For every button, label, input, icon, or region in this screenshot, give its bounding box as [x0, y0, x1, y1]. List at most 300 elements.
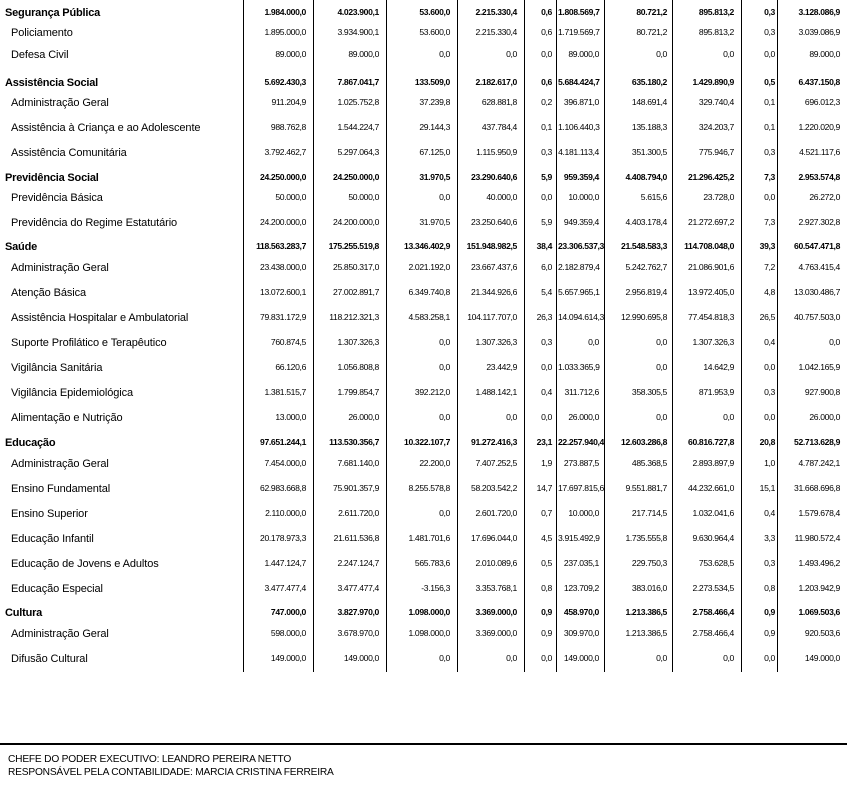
value-cell: 1.895.000,0 [264, 27, 306, 37]
value-cell: 895.813,2 [698, 7, 734, 17]
value-cell: 0,5 [764, 77, 775, 87]
value-cell: 0,0 [541, 653, 552, 663]
row-label: Educação Infantil [11, 533, 94, 545]
value-cell: 24.250.000,0 [333, 172, 379, 182]
value-cell: 871.953,9 [698, 387, 734, 397]
value-cell: 0,0 [541, 49, 552, 59]
value-cell: 3.792.462,7 [264, 147, 306, 157]
value-cell: 21.344.926,6 [471, 287, 517, 297]
value-cell: 31.970,5 [419, 217, 450, 227]
value-cell: 5.692.430,3 [264, 77, 306, 87]
row-label: Educação [5, 437, 56, 449]
value-cell: 1.735.555,8 [625, 533, 667, 543]
value-cell: 123.709,2 [563, 583, 599, 593]
value-cell: 26.000,0 [348, 412, 379, 422]
value-cell: 0,6 [541, 77, 552, 87]
value-cell: 3.827.970,0 [337, 607, 379, 617]
value-cell: 52.713.628,9 [794, 437, 840, 447]
value-cell: 3.915.492,9 [558, 533, 600, 543]
value-cell: 0,0 [439, 337, 450, 347]
value-cell: 7,3 [764, 217, 775, 227]
value-cell: 104.117.707,0 [467, 312, 517, 322]
value-cell: 31.970,5 [419, 172, 450, 182]
value-cell: 20.178.973,3 [260, 533, 306, 543]
value-cell: 0,1 [541, 122, 552, 132]
value-cell: 113.530.356,7 [329, 437, 379, 447]
value-cell: 6.437.150,8 [798, 77, 840, 87]
value-cell: 89.000,0 [809, 49, 840, 59]
value-cell: 0,0 [656, 337, 667, 347]
value-cell: 40.757.503,0 [794, 312, 840, 322]
value-cell: 0,3 [764, 27, 775, 37]
value-cell: 13.972.405,0 [688, 287, 734, 297]
value-cell: 1.488.142,1 [475, 387, 517, 397]
value-cell: 0,0 [506, 49, 517, 59]
value-cell: 10.000,0 [568, 192, 599, 202]
value-cell: 1.808.569,7 [558, 7, 600, 17]
value-cell: 75.901.357,9 [333, 483, 379, 493]
value-cell: 13.030.486,7 [794, 287, 840, 297]
value-cell: 58.203.542,2 [471, 483, 517, 493]
value-cell: 309.970,0 [563, 628, 599, 638]
value-cell: 396.871,0 [563, 97, 599, 107]
value-cell: 0,3 [764, 558, 775, 568]
column-separator [604, 0, 605, 672]
value-cell: 67.125,0 [419, 147, 450, 157]
executive-signature-line: CHEFE DO PODER EXECUTIVO: LEANDRO PEREIRA NETTO [8, 754, 292, 765]
value-cell: 3.678.970,0 [337, 628, 379, 638]
value-cell: 24.200.000,0 [333, 217, 379, 227]
value-cell: 6,0 [541, 262, 552, 272]
value-cell: 3.477.477,4 [264, 583, 306, 593]
value-cell: 40.000,0 [486, 192, 517, 202]
value-cell: 4,8 [764, 287, 775, 297]
value-cell: 24.200.000,0 [260, 217, 306, 227]
value-cell: 17.697.815,6 [558, 483, 604, 493]
value-cell: 26.272,0 [809, 192, 840, 202]
value-cell: 27.002.891,7 [333, 287, 379, 297]
value-cell: -3.156,3 [421, 583, 450, 593]
value-cell: 149.000,0 [563, 653, 599, 663]
value-cell: 911.204,9 [271, 97, 306, 107]
value-cell: 0,0 [764, 653, 775, 663]
value-cell: 80.721,2 [636, 27, 667, 37]
value-cell: 0,0 [656, 653, 667, 663]
value-cell: 13.346.402,9 [404, 241, 450, 251]
value-cell: 1.220.020,9 [798, 122, 840, 132]
column-separator [741, 0, 742, 672]
value-cell: 0,6 [541, 27, 552, 37]
row-label: Assistência à Criança e ao Adolescente [11, 122, 201, 134]
value-cell: 351.300,5 [631, 147, 667, 157]
row-label: Previdência Básica [11, 192, 103, 204]
value-cell: 895.813,2 [698, 27, 734, 37]
value-cell: 149.000,0 [343, 653, 379, 663]
value-cell: 0,1 [764, 97, 775, 107]
value-cell: 1.025.752,8 [337, 97, 379, 107]
value-cell: 12.603.286,8 [621, 437, 667, 447]
value-cell: 927.900,8 [804, 387, 840, 397]
row-label: Atenção Básica [11, 287, 87, 299]
value-cell: 1.069.503,6 [798, 607, 840, 617]
value-cell: 23.728,0 [703, 192, 734, 202]
row-label: Administração Geral [11, 262, 109, 274]
value-cell: 598.000,0 [270, 628, 306, 638]
value-cell: 324.203,7 [698, 122, 734, 132]
value-cell: 311.712,6 [564, 387, 599, 397]
value-cell: 628.881,8 [481, 97, 517, 107]
value-cell: 1.213.386,5 [625, 628, 667, 638]
value-cell: 329.740,4 [698, 97, 734, 107]
column-separator [457, 0, 458, 672]
value-cell: 10.322.107,7 [404, 437, 450, 447]
value-cell: 753.628,5 [698, 558, 734, 568]
value-cell: 949.359,4 [563, 217, 599, 227]
value-cell: 2.956.819,4 [625, 287, 667, 297]
value-cell: 3.369.000,0 [475, 607, 517, 617]
value-cell: 2.247.124,7 [337, 558, 379, 568]
value-cell: 0,0 [588, 337, 599, 347]
value-cell: 12.990.695,8 [621, 312, 667, 322]
value-cell: 13.000,0 [275, 412, 306, 422]
value-cell: 66.120,6 [275, 362, 306, 372]
value-cell: 0,0 [506, 412, 517, 422]
value-cell: 22.200,0 [419, 458, 450, 468]
value-cell: 2.953.574,8 [798, 172, 840, 182]
value-cell: 17.696.044,0 [471, 533, 517, 543]
row-label: Previdência Social [5, 172, 99, 184]
value-cell: 1.307.326,3 [475, 337, 517, 347]
row-label: Ensino Fundamental [11, 483, 111, 495]
value-cell: 79.831.172,9 [260, 312, 306, 322]
value-cell: 24.250.000,0 [260, 172, 306, 182]
value-cell: 21.611.536,8 [333, 533, 379, 543]
value-cell: 4.408.794,0 [625, 172, 667, 182]
value-cell: 1.203.942,9 [798, 583, 840, 593]
value-cell: 39,3 [759, 241, 775, 251]
value-cell: 2.893.897,9 [692, 458, 734, 468]
row-label: Policiamento [11, 27, 73, 39]
value-cell: 7.454.000,0 [264, 458, 306, 468]
value-cell: 0,3 [541, 147, 552, 157]
value-cell: 0,3 [764, 7, 775, 17]
value-cell: 3.934.900,1 [337, 27, 379, 37]
value-cell: 1,0 [764, 458, 775, 468]
value-cell: 217.714,5 [631, 508, 667, 518]
column-separator [243, 0, 244, 672]
value-cell: 1.098.000,0 [408, 607, 450, 617]
column-separator [524, 0, 525, 672]
value-cell: 0,0 [439, 49, 450, 59]
value-cell: 14,7 [536, 483, 552, 493]
value-cell: 14.642,9 [703, 362, 734, 372]
value-cell: 2.010.089,6 [475, 558, 517, 568]
value-cell: 229.750,3 [631, 558, 667, 568]
value-cell: 148.691,4 [631, 97, 667, 107]
value-cell: 1.579.678,4 [798, 508, 840, 518]
value-cell: 0,9 [541, 628, 552, 638]
value-cell: 11.980.572,4 [794, 533, 840, 543]
value-cell: 0,9 [541, 607, 552, 617]
value-cell: 392.212,0 [414, 387, 450, 397]
value-cell: 4.403.178,4 [625, 217, 667, 227]
value-cell: 31.668.696,8 [794, 483, 840, 493]
row-label: Ensino Superior [11, 508, 88, 520]
value-cell: 53.600,0 [419, 7, 450, 17]
value-cell: 0,0 [439, 412, 450, 422]
value-cell: 7.681.140,0 [337, 458, 379, 468]
value-cell: 2.182.879,4 [558, 262, 600, 272]
row-label: Cultura [5, 607, 43, 619]
value-cell: 0,0 [506, 653, 517, 663]
row-label: Vigilância Sanitária [11, 362, 103, 374]
value-cell: 2.273.534,5 [692, 583, 734, 593]
value-cell: 10.000,0 [568, 508, 599, 518]
column-separator [386, 0, 387, 672]
value-cell: 4.787.242,1 [798, 458, 840, 468]
column-separator [556, 0, 557, 672]
value-cell: 118.212.321,3 [329, 312, 379, 322]
value-cell: 696.012,3 [804, 97, 840, 107]
value-cell: 23,1 [536, 437, 552, 447]
row-label: Administração Geral [11, 458, 109, 470]
value-cell: 3.369.000,0 [475, 628, 517, 638]
value-cell: 0,0 [723, 49, 734, 59]
column-separator [777, 0, 778, 672]
value-cell: 0,5 [541, 558, 552, 568]
value-cell: 273.887,5 [563, 458, 599, 468]
value-cell: 91.272.416,3 [471, 437, 517, 447]
row-label: Saúde [5, 241, 38, 253]
value-cell: 0,3 [541, 337, 552, 347]
value-cell: 0,7 [541, 508, 552, 518]
value-cell: 5.684.424,7 [558, 77, 600, 87]
value-cell: 1.307.326,3 [337, 337, 379, 347]
value-cell: 20,8 [759, 437, 775, 447]
value-cell: 23.438.000,0 [260, 262, 306, 272]
value-cell: 135.188,3 [631, 122, 667, 132]
value-cell: 2.215.330,4 [475, 7, 517, 17]
value-cell: 5.657.965,1 [558, 287, 600, 297]
value-cell: 14.094.614,3 [558, 312, 604, 322]
value-cell: 0,8 [764, 583, 775, 593]
value-cell: 0,3 [764, 147, 775, 157]
row-label: Defesa Civil [11, 49, 69, 61]
value-cell: 21.086.901,6 [688, 262, 734, 272]
row-label: Assistência Social [5, 77, 99, 89]
value-cell: 635.180,2 [631, 77, 667, 87]
value-cell: 0,4 [764, 508, 775, 518]
value-cell: 1,9 [541, 458, 552, 468]
value-cell: 7,3 [764, 172, 775, 182]
value-cell: 4.521.117,6 [799, 147, 840, 157]
value-cell: 53.600,0 [419, 27, 450, 37]
value-cell: 1.493.496,2 [798, 558, 840, 568]
value-cell: 26.000,0 [568, 412, 599, 422]
value-cell: 2.927.302,8 [798, 217, 840, 227]
value-cell: 4.583.258,1 [408, 312, 450, 322]
value-cell: 15,1 [759, 483, 775, 493]
value-cell: 2.110.000,0 [265, 508, 306, 518]
row-label: Educação Especial [11, 583, 103, 595]
value-cell: 7.407.252,5 [475, 458, 517, 468]
value-cell: 0,0 [541, 192, 552, 202]
value-cell: 5.297.064,3 [337, 147, 379, 157]
value-cell: 1.447.124,7 [264, 558, 306, 568]
value-cell: 565.783,6 [414, 558, 450, 568]
value-cell: 1.544.224,7 [337, 122, 379, 132]
value-cell: 2.182.617,0 [475, 77, 517, 87]
value-cell: 0,4 [541, 387, 552, 397]
value-cell: 5,4 [541, 287, 552, 297]
value-cell: 26,5 [759, 312, 775, 322]
value-cell: 89.000,0 [275, 49, 306, 59]
value-cell: 29.144,3 [419, 122, 450, 132]
value-cell: 7,2 [764, 262, 775, 272]
value-cell: 1.307.326,3 [692, 337, 734, 347]
value-cell: 0,3 [764, 387, 775, 397]
value-cell: 26,3 [536, 312, 552, 322]
value-cell: 4.181.113,4 [558, 147, 599, 157]
value-cell: 9.551.881,7 [625, 483, 667, 493]
value-cell: 2.758.466,4 [692, 607, 734, 617]
value-cell: 2.601.720,0 [475, 508, 517, 518]
value-cell: 8.255.578,8 [408, 483, 450, 493]
value-cell: 0,0 [764, 192, 775, 202]
value-cell: 80.721,2 [636, 7, 667, 17]
value-cell: 38,4 [536, 241, 552, 251]
value-cell: 133.509,0 [414, 77, 450, 87]
value-cell: 1.719.569,7 [558, 27, 600, 37]
row-label: Suporte Profilático e Terapêutico [11, 337, 167, 349]
value-cell: 26.000,0 [809, 412, 840, 422]
value-cell: 23.250.640,6 [471, 217, 517, 227]
value-cell: 0,8 [541, 583, 552, 593]
row-label: Administração Geral [11, 97, 109, 109]
value-cell: 1.213.386,5 [625, 607, 667, 617]
value-cell: 0,1 [764, 122, 775, 132]
value-cell: 23.306.537,3 [558, 241, 604, 251]
value-cell: 237.035,1 [563, 558, 599, 568]
value-cell: 3.477.477,4 [337, 583, 379, 593]
value-cell: 747.000,0 [270, 607, 306, 617]
value-cell: 62.983.668,8 [260, 483, 306, 493]
value-cell: 89.000,0 [568, 49, 599, 59]
value-cell: 9.630.964,4 [692, 533, 734, 543]
value-cell: 1.984.000,0 [264, 7, 306, 17]
value-cell: 25.850.317,0 [333, 262, 379, 272]
value-cell: 1.481.701,6 [408, 533, 450, 543]
value-cell: 383.016,0 [631, 583, 667, 593]
value-cell: 151.948.982,5 [466, 241, 517, 251]
value-cell: 5.242.762,7 [625, 262, 667, 272]
value-cell: 0,0 [764, 412, 775, 422]
value-cell: 485.368,5 [631, 458, 667, 468]
value-cell: 44.232.661,0 [688, 483, 734, 493]
row-label: Assistência Comunitária [11, 147, 127, 159]
value-cell: 114.708.048,0 [684, 241, 734, 251]
value-cell: 3.039.086,9 [798, 27, 840, 37]
value-cell: 0,0 [439, 653, 450, 663]
value-cell: 358.305,5 [631, 387, 667, 397]
value-cell: 1.098.000,0 [408, 628, 450, 638]
value-cell: 7.867.041,7 [337, 77, 379, 87]
value-cell: 6.349.740,8 [408, 287, 450, 297]
value-cell: 1.429.890,9 [692, 77, 734, 87]
value-cell: 1.056.808,8 [337, 362, 379, 372]
value-cell: 5,9 [541, 217, 552, 227]
value-cell: 1.799.854,7 [337, 387, 379, 397]
column-separator [672, 0, 673, 672]
value-cell: 0,9 [764, 628, 775, 638]
value-cell: 118.563.283,7 [256, 241, 306, 251]
value-cell: 1.106.440,3 [558, 122, 600, 132]
value-cell: 5.615,6 [640, 192, 667, 202]
value-cell: 437.784,4 [481, 122, 517, 132]
value-cell: 3,3 [764, 533, 775, 543]
value-cell: 0,4 [764, 337, 775, 347]
value-cell: 23.667.437,6 [471, 262, 517, 272]
row-label: Vigilância Epidemiológica [11, 387, 134, 399]
value-cell: 4.023.900,1 [337, 7, 379, 17]
value-cell: 988.762,8 [270, 122, 306, 132]
row-label: Previdência do Regime Estatutário [11, 217, 178, 229]
value-cell: 2.021.192,0 [408, 262, 450, 272]
value-cell: 2.758.466,4 [692, 628, 734, 638]
value-cell: 1.381.515,7 [264, 387, 306, 397]
row-label: Assistência Hospitalar e Ambulatorial [11, 312, 189, 324]
value-cell: 175.255.519,8 [328, 241, 379, 251]
value-cell: 0,0 [764, 49, 775, 59]
accountant-signature-line: RESPONSÁVEL PELA CONTABILIDADE: MARCIA CRISTINA FERREIRA [8, 767, 334, 778]
value-cell: 0,9 [764, 607, 775, 617]
value-cell: 0,0 [439, 508, 450, 518]
value-cell: 37.239,8 [419, 97, 450, 107]
value-cell: 50.000,0 [348, 192, 379, 202]
value-cell: 0,0 [723, 412, 734, 422]
value-cell: 920.503,6 [804, 628, 840, 638]
value-cell: 0,2 [541, 97, 552, 107]
value-cell: 0,0 [439, 192, 450, 202]
value-cell: 1.042.165,9 [798, 362, 840, 372]
value-cell: 4,5 [541, 533, 552, 543]
value-cell: 2.611.720,0 [338, 508, 379, 518]
value-cell: 0,0 [656, 412, 667, 422]
value-cell: 23.442,9 [486, 362, 517, 372]
value-cell: 77.454.818,3 [688, 312, 734, 322]
value-cell: 13.072.600,1 [260, 287, 306, 297]
value-cell: 0,0 [541, 412, 552, 422]
value-cell: 3.353.768,1 [475, 583, 517, 593]
value-cell: 0,0 [541, 362, 552, 372]
row-label: Alimentação e Nutrição [11, 412, 123, 424]
value-cell: 21.272.697,2 [688, 217, 734, 227]
signature-divider [0, 743, 847, 745]
value-cell: 0,6 [541, 7, 552, 17]
value-cell: 22.257.940,4 [558, 437, 604, 447]
value-cell: 89.000,0 [348, 49, 379, 59]
value-cell: 21.296.425,2 [688, 172, 734, 182]
value-cell: 0,0 [656, 49, 667, 59]
value-cell: 149.000,0 [804, 653, 840, 663]
value-cell: 50.000,0 [275, 192, 306, 202]
value-cell: 2.215.330,4 [475, 27, 517, 37]
value-cell: 0,0 [656, 362, 667, 372]
row-label: Segurança Pública [5, 7, 101, 19]
value-cell: 0,0 [439, 362, 450, 372]
value-cell: 0,0 [764, 362, 775, 372]
value-cell: 97.651.244,1 [260, 437, 306, 447]
